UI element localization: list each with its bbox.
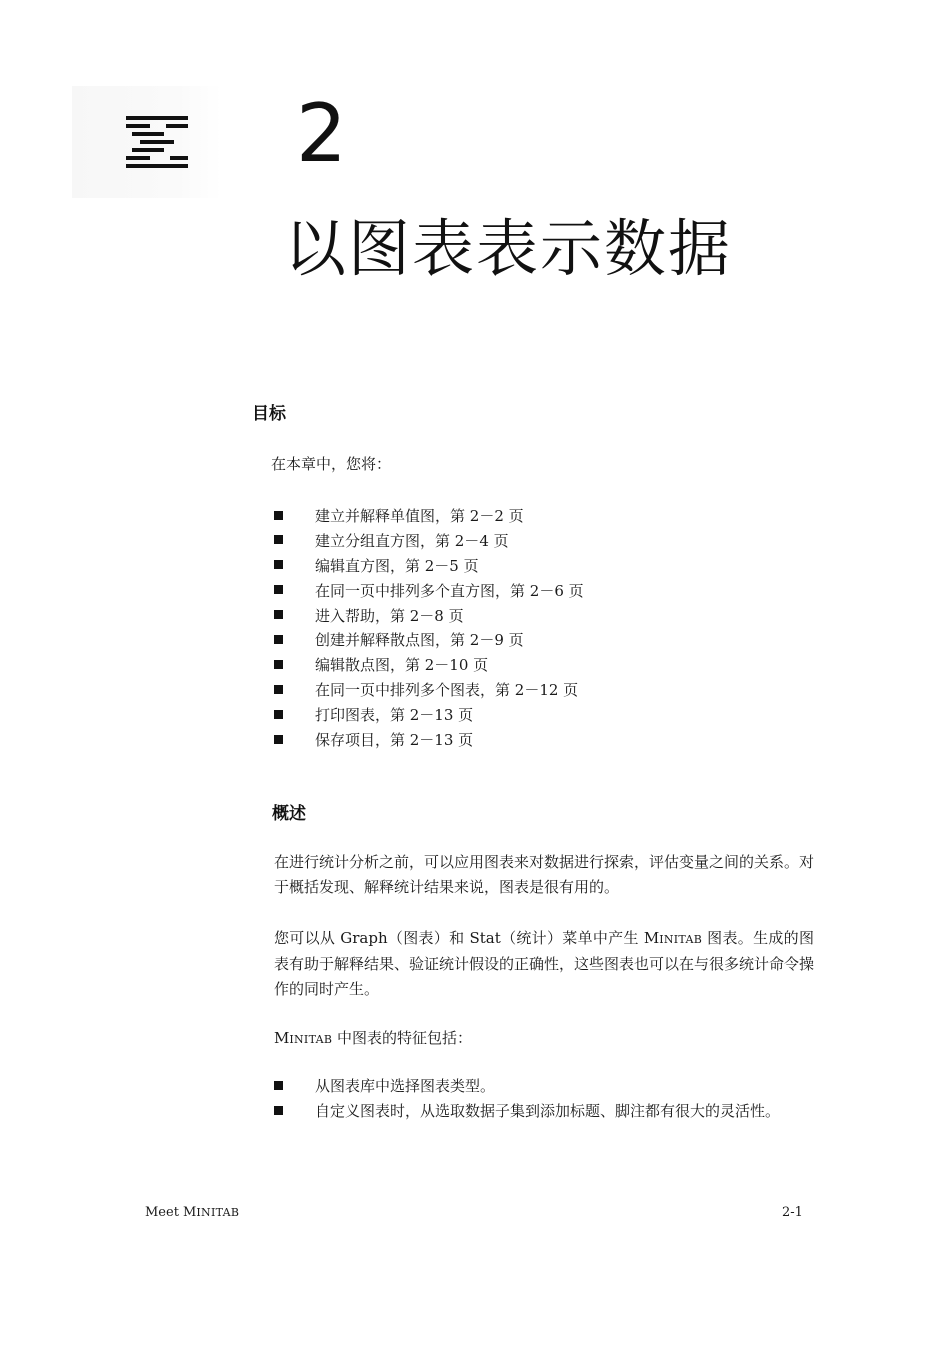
objective-text: 进入帮助，第 2－8 页	[315, 606, 464, 625]
square-bullet-icon	[274, 585, 283, 594]
list-item	[274, 579, 584, 604]
overview-paragraph-1: 在进行统计分析之前，可以应用图表来对数据进行探索，评估变量之间的关系。对于概括发现、解释统计结果来说，图表是很有用的。	[274, 853, 815, 896]
objective-text: 保存项目，第 2－13 页	[315, 731, 474, 750]
objective-text: 在同一页中排列多个图表，第 2－12 页	[315, 681, 579, 700]
list-item	[274, 728, 584, 753]
footer-title-small-caps: INITAB	[196, 1206, 240, 1219]
square-bullet-icon	[274, 710, 283, 719]
square-bullet-icon	[274, 560, 283, 569]
objectives-intro: 在本章中，您将：	[271, 455, 392, 473]
feature-text: 自定义图表时，从选取数据子集到添加标题、脚注都有很大的灵活性。	[315, 1102, 781, 1120]
overview-heading: 概述	[272, 804, 306, 824]
paragraph-3-end: 中图表的特征包括：	[332, 1029, 473, 1047]
objective-text: 建立分组直方图，第 2－4 页	[315, 531, 509, 550]
list-item	[274, 628, 584, 653]
square-bullet-icon	[274, 511, 283, 520]
square-bullet-icon	[274, 610, 283, 619]
footer-title-start: Meet M	[145, 1205, 197, 1220]
square-bullet-icon	[274, 660, 283, 669]
list-item	[274, 604, 584, 629]
square-bullet-icon	[274, 1106, 283, 1115]
features-list	[274, 1074, 814, 1124]
paragraph-2-start: 您可以从 Graph（图表）和 Stat（统计）菜单中产生 M	[274, 929, 660, 947]
list-item	[274, 504, 584, 529]
list-item	[274, 703, 584, 728]
list-item	[274, 1099, 814, 1124]
overview-paragraph-2	[274, 926, 814, 1002]
minitab-small-caps: INITAB	[659, 933, 703, 946]
list-item	[274, 678, 584, 703]
paragraph-2-end: 图表。生成的图表有助于解释结果、验证统计假设的正确性，这些图表也可以在与很多统计命令操作的同时产生。	[274, 929, 815, 998]
minitab-small-caps: INITAB	[289, 1033, 333, 1046]
list-item	[274, 1074, 814, 1099]
objective-text: 在同一页中排列多个直方图，第 2－6 页	[315, 581, 584, 600]
objective-text: 创建并解释散点图，第 2－9 页	[315, 631, 524, 650]
objective-text: 打印图表，第 2－13 页	[315, 706, 474, 725]
square-bullet-icon	[274, 1081, 283, 1090]
page-number: 2-1	[782, 1205, 803, 1220]
footer-book-title	[145, 1206, 239, 1219]
square-bullet-icon	[274, 735, 283, 744]
square-bullet-icon	[274, 635, 283, 644]
chapter-number: 2	[296, 87, 347, 180]
square-bullet-icon	[274, 535, 283, 544]
overview-paragraph-3	[274, 1026, 814, 1052]
list-item	[274, 554, 584, 579]
chapter-title: 以图表表示数据	[284, 212, 733, 285]
objectives-heading: 目标	[252, 404, 286, 424]
objective-text: 编辑散点图，第 2－10 页	[315, 656, 489, 675]
feature-text: 从图表库中选择图表类型。	[315, 1077, 496, 1095]
list-item	[274, 529, 584, 554]
paragraph-3-start: M	[274, 1029, 290, 1047]
list-item	[274, 653, 584, 678]
objective-text: 建立并解释单值图，第 2－2 页	[315, 507, 524, 525]
square-bullet-icon	[274, 685, 283, 694]
sigma-icon	[126, 116, 188, 172]
objectives-list	[274, 504, 584, 753]
objective-text: 编辑直方图，第 2－5 页	[315, 556, 479, 575]
